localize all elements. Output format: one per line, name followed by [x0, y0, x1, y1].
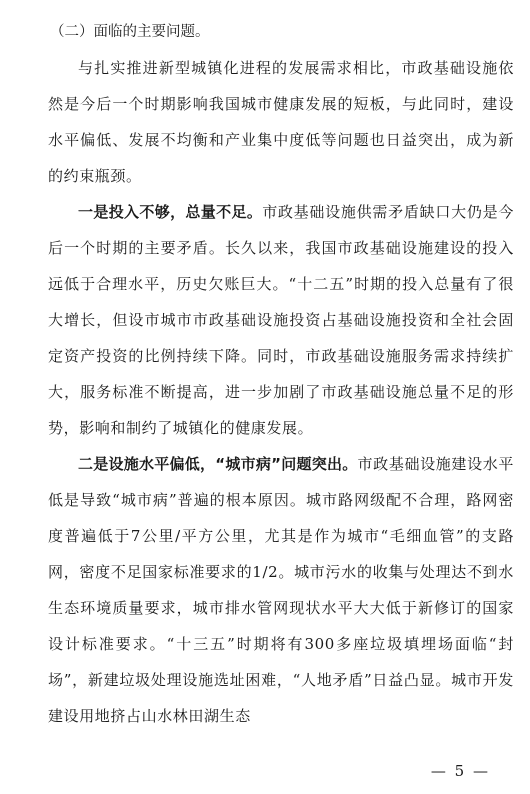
- paragraph-text: 与扎实推进新型城镇化进程的发展需求相比，市政基础设施依然是今后一个时期影响我国城市健康发展的短板，与此同时，建设水平偏低、发展不均衡和产业集中度低等问题也日益突出，成为新的约束瓶颈。: [48, 59, 514, 185]
- document-body: [48, 14, 514, 734]
- paragraph-text: 市政基础设施建设水平低是导致“城市病”普遍的根本原因。城市路网级配不合理，路网密度普遍低于7公里/平方公里，尤其是作为城市“毛细血管”的支路网，密度不足国家标准要求的1/2。城市污水的收集与处理达不到水生态环境质量要求，城市排水管网现状水平大大低于新修订的国家设计标准要求。“十三五”时期将有300多座垃圾填埋场面临“封场”，新建垃圾处理设施选址困难，“人地矛盾”日益凸显。城市开发建设用地挤占山水林田湖生态: [48, 455, 514, 725]
- paragraph-lead: 一是投入不够，总量不足。: [78, 203, 263, 221]
- paragraph-intro: [48, 50, 514, 194]
- paragraph-investment: [48, 194, 514, 446]
- paragraph-facility-level: [48, 446, 514, 734]
- paragraph-text: 市政基础设施供需矛盾缺口大仍是今后一个时期的主要矛盾。长久以来，我国市政基础设施建设的投入远低于合理水平，历史欠账巨大。“十二五”时期的投入总量有了很大增长，但设市城市市政基础设施投资占基础设施投资和全社会固定资产投资的比例持续下降。同时，市政基础设施服务需求持续扩大，服务标准不断提高，进一步加剧了市政基础设施总量不足的形势，影响和制约了城镇化的健康发展。: [48, 203, 515, 437]
- section-heading: （二）面临的主要问题。: [50, 24, 210, 40]
- paragraph-lead: 二是设施水平偏低，“城市病”问题突出。: [78, 455, 358, 473]
- page-number: — 5 —: [430, 762, 490, 780]
